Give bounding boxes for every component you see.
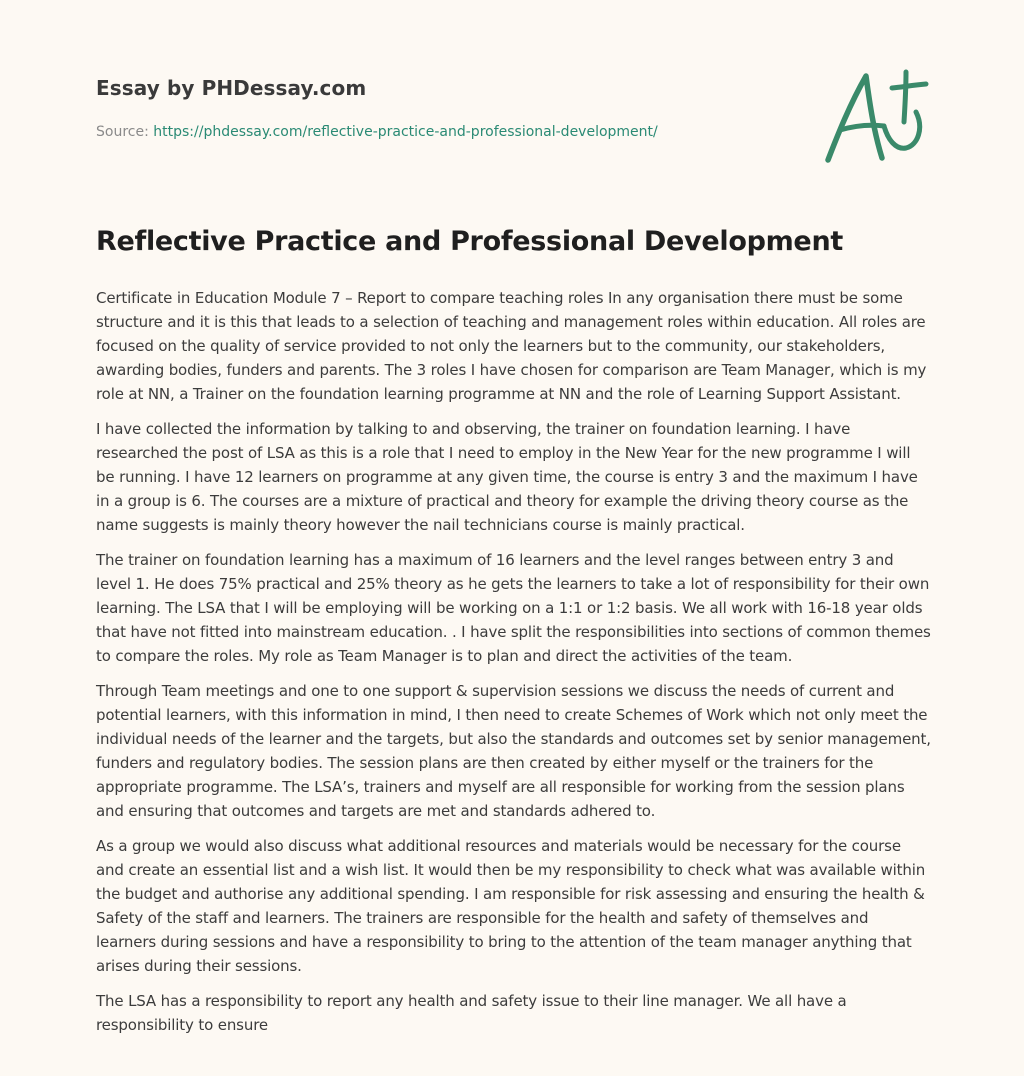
source-label: Source: xyxy=(96,124,154,140)
page-header xyxy=(96,76,796,140)
essay-paragraph: The trainer on foundation learning has a maximum of 16 learners and the level ranges between entry 3 and level 1. He does 75% practical and 25% theory as he gets the learners to take a lot of responsibility for their own learning. The LSA that I will be employing will be working on a 1:1 or 1:2 basis. We all work with 16-18 year olds that have not fitted into mainstream education. . I have split the responsibilities into sections of common themes to compare the roles. My role as Team Manager is to plan and direct the activities of the team. xyxy=(96,551,931,665)
essay-body xyxy=(96,286,932,1048)
source-link[interactable]: https://phdessay.com/reflective-practice-and-professional-development/ xyxy=(153,124,658,140)
a-plus-grade-icon xyxy=(822,66,932,166)
essay-paragraph: Certificate in Education Module 7 – Report to compare teaching roles In any organisation there must be some structure and it is this that leads to a selection of teaching and management roles within education. All roles are focused on the quality of service provided to not only the learners but to the community, our stakeholders, awarding bodies, funders and parents. The 3 roles I have chosen for comparison are Team Manager, which is my role at NN, a Trainer on the foundation learning programme at NN and the role of Learning Support Assistant. xyxy=(96,289,927,403)
source-line xyxy=(96,124,796,140)
essay-paragraph: As a group we would also discuss what additional resources and materials would be necessary for the course and create an essential list and a wish list. It would then be my responsibility to check what was available within the budget and authorise any additional spending. I am responsible for risk assessing and ensuring the health & Safety of the staff and learners. The trainers are responsible for the health and safety of themselves and learners during sessions and have a responsibility to bring to the attention of the team manager anything that arises during their sessions. xyxy=(96,837,926,975)
essay-title: Reflective Practice and Professional Development xyxy=(96,226,843,257)
essay-paragraph: Through Team meetings and one to one support & supervision sessions we discuss the needs of current and potential learners, with this information in mind, I then need to create Schemes of Work which not only meet the individual needs of the learner and the targets, but also the standards and outcomes set by senior management, funders and regulatory bodies. The session plans are then created by either myself or the trainers for the appropriate programme. The LSA’s, trainers and myself are all responsible for working from the session plans and ensuring that outcomes and targets are met and standards adhered to. xyxy=(96,682,931,820)
site-title: Essay by PHDessay.com xyxy=(96,76,367,100)
essay-paragraph: The LSA has a responsibility to report any health and safety issue to their line manager. We all have a responsibility to ensure xyxy=(96,992,847,1034)
essay-paragraph: I have collected the information by talking to and observing, the trainer on foundation learning. I have researched the post of LSA as this is a role that I need to employ in the New Year for the new programme I will be running. I have 12 learners on programme at any given time, the course is entry 3 and the maximum I have in a group is 6. The courses are a mixture of practical and theory for example the driving theory course as the name suggests is mainly theory however the nail technicians course is mainly practical. xyxy=(96,420,918,534)
